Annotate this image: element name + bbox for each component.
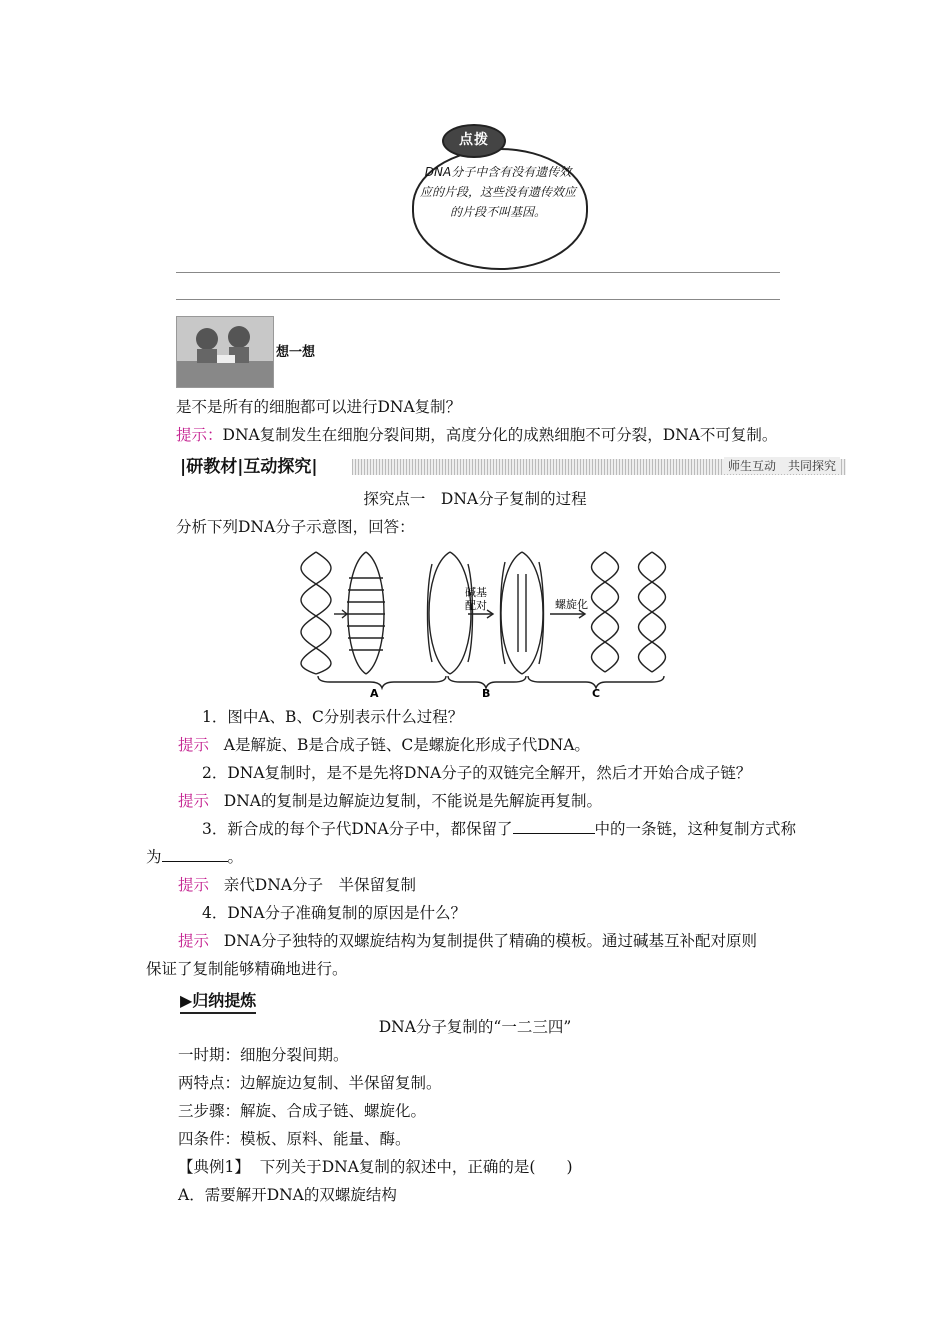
question-3-part-4: 。	[227, 848, 244, 866]
stage-c-label: C	[592, 687, 601, 698]
label-spiral: 螺旋化	[555, 598, 588, 611]
answer-4-line-1	[178, 930, 757, 952]
dna-replication-diagram	[300, 548, 670, 698]
answer-1-text: A是解旋、B是合成子链、C是螺旋化形成子代DNA。	[223, 736, 590, 754]
answer-2	[178, 790, 602, 812]
summary-item: 一时期：细胞分裂间期。	[178, 1046, 349, 1064]
answer-line	[176, 299, 780, 300]
question-3-part-1: 3．新合成的每个子代DNA分子中，都保留了	[202, 820, 513, 838]
summary-item: 四条件：模板、原料、能量、酶。	[178, 1130, 411, 1148]
hint-label: 提示	[178, 932, 210, 950]
summary-item: 两特点：边解旋边复制、半保留复制。	[178, 1074, 442, 1092]
hint-label: 提示	[178, 792, 210, 810]
think-hint	[176, 424, 777, 446]
section-title: |研教材|互动探究|	[180, 457, 318, 477]
think-question: 是不是所有的细胞都可以进行DNA复制？	[176, 398, 462, 416]
question-3-line-2	[146, 846, 243, 868]
question-3-part-3: 为	[146, 848, 162, 866]
summary-item: 三步骤：解旋、合成子链、螺旋化。	[178, 1102, 427, 1120]
question-2: 2．DNA复制时，是不是先将DNA分子的双链完全解开，然后才开始合成子链？	[202, 764, 752, 782]
question-3-part-2: 中的一条链，这种复制方式称	[594, 820, 797, 838]
hint-label: 提示	[178, 876, 210, 894]
students-illustration	[176, 316, 274, 388]
summary-title: DNA分子复制的“一二三四”	[378, 1018, 572, 1036]
explore-title: 探究点一 DNA分子复制的过程	[363, 490, 587, 508]
option-a[interactable]: A．需要解开DNA的双螺旋结构	[178, 1186, 397, 1204]
stage-a-label: A	[370, 687, 379, 698]
explore-intro: 分析下列DNA分子示意图，回答：	[176, 518, 415, 536]
hint-label: 提示	[178, 736, 210, 754]
blank-field[interactable]	[513, 819, 595, 834]
question-1: 1．图中A、B、C分别表示什么过程？	[202, 708, 464, 726]
answer-4-line-2: 保证了复制能够精确地进行。	[146, 960, 348, 978]
question-4: 4．DNA分子准确复制的原因是什么？	[202, 904, 467, 922]
tip-text: DNA分子中含有没有遗传效应的片段，这些没有遗传效应的片段不叫基因。	[420, 165, 577, 219]
think-label: 想一想	[276, 345, 316, 360]
label-pairing-1: 碱基	[465, 586, 487, 599]
label-pairing-2: 配对	[465, 599, 487, 612]
answer-3	[178, 874, 416, 896]
hint-label: 提示：	[176, 426, 223, 444]
tip-label: 点拨	[442, 124, 506, 158]
example-label: 【典例1】	[178, 1158, 250, 1176]
section-bar	[176, 454, 846, 480]
stage-b-label: B	[482, 687, 491, 698]
hint-text: DNA复制发生在细胞分裂间期，高度分化的成熟细胞不可分裂，DNA不可复制。	[222, 426, 778, 444]
blank-field[interactable]	[162, 847, 228, 862]
summary-heading: ▶归纳提炼	[180, 988, 256, 1014]
question-3-line-1	[202, 818, 796, 840]
answer-1	[178, 734, 590, 756]
example-text: 下列关于DNA复制的叙述中，正确的是( )	[259, 1158, 573, 1176]
example-question	[178, 1156, 573, 1178]
answer-line	[176, 272, 780, 273]
answer-3-text: 亲代DNA分子 半保留复制	[223, 876, 416, 894]
section-subtitle: 师生互动 共同探究	[724, 457, 840, 474]
answer-4-text: DNA分子独特的双螺旋结构为复制提供了精确的模板。通过碱基互补配对原则	[223, 932, 757, 950]
answer-2-text: DNA的复制是边解旋边复制，不能说是先解旋再复制。	[223, 792, 602, 810]
